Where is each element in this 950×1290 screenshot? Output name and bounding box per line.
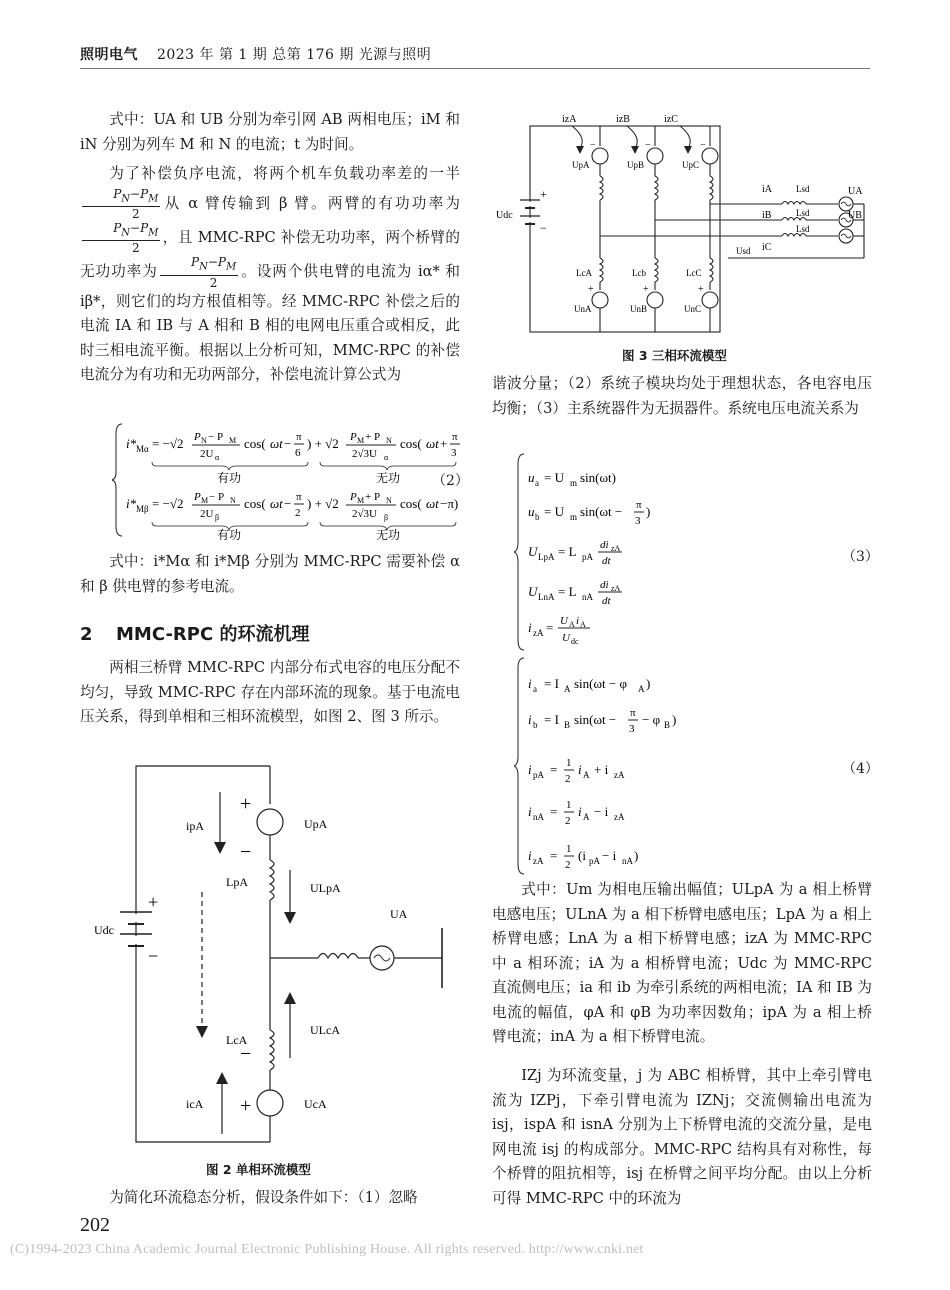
svg-text:A: A (564, 684, 571, 694)
svg-text:−: − (284, 436, 292, 451)
svg-text:) + √2: ) + √2 (307, 436, 339, 451)
svg-text:): ) (634, 848, 639, 863)
svg-text:nA: nA (582, 592, 593, 602)
svg-text:pA: pA (589, 856, 600, 866)
svg-text:ωt: ωt (270, 496, 283, 511)
svg-text:α: α (384, 453, 389, 462)
svg-text:i*: i* (126, 496, 137, 511)
svg-text:di: di (600, 579, 609, 591)
eq2-number: （2） (432, 473, 469, 489)
svg-text:zA: zA (611, 584, 621, 593)
fig3-unc: UnC (684, 304, 702, 314)
svg-text:cos(: cos( (400, 496, 422, 511)
figure-2-single-phase-model (90, 762, 470, 1166)
svg-text:(i: (i (578, 848, 586, 863)
svg-text:A: A (569, 620, 575, 629)
svg-text:U: U (528, 584, 538, 599)
left-para-3: 式中：i*Mα 和 i*Mβ 分别为 MMC-RPC 需要补偿 α 和 β 供电臂的参考电流。 (80, 553, 460, 595)
svg-text:i*: i* (126, 436, 137, 451)
svg-text:m: m (570, 478, 578, 488)
fig3-usd: Usd (736, 246, 751, 256)
svg-text:Mα: Mα (136, 444, 149, 454)
frac-active-power: $\frac{P_N-P_M}{2}$ (82, 221, 160, 255)
svg-text:−: − (645, 140, 651, 151)
svg-text:= U: = U (544, 504, 564, 519)
svg-text:+: + (240, 793, 252, 815)
svg-text:b: b (533, 720, 538, 730)
left-para-4: 两相三桥臂 MMC-RPC 内部分布式电容的电压分配不均匀，导致 MMC-RPC 存在内部环流的现象。基于电流电压关系，得到单相和三相环流模型，如图 2、图 3 所示。 (80, 659, 460, 725)
svg-text:=: = (550, 848, 558, 863)
svg-text:A: A (580, 620, 586, 629)
page-number: 202 (80, 1214, 110, 1236)
svg-text:2U: 2U (200, 508, 214, 520)
eq3-number: （3） (842, 549, 879, 565)
svg-text:u: u (528, 504, 535, 519)
svg-text:sin(ωt −: sin(ωt − (580, 504, 623, 519)
svg-text:=: = (550, 804, 558, 819)
frac-half-power: $\frac{P_N-P_M}{2}$ (82, 187, 160, 221)
fig2-ua: UA (390, 907, 408, 921)
svg-text:i: i (528, 804, 532, 819)
svg-text:π: π (636, 499, 642, 511)
svg-text:): ) (646, 504, 651, 519)
fig3-iza: izA (562, 114, 577, 125)
svg-text:− P: − P (208, 431, 224, 443)
svg-text:M: M (357, 496, 365, 505)
fig3-izb: izB (616, 114, 630, 125)
fig3-una: UnA (574, 304, 592, 314)
svg-text:U: U (560, 615, 568, 627)
section-heading (80, 620, 309, 646)
svg-text:π: π (296, 491, 302, 503)
svg-text:ωt: ωt (270, 436, 283, 451)
fig3-lcb: Lcb (632, 268, 646, 278)
svg-text:π: π (296, 431, 302, 443)
svg-text:+ P: + P (365, 491, 381, 503)
svg-text:2: 2 (565, 773, 571, 785)
svg-text:+: + (540, 187, 547, 201)
section-number: 2 (80, 624, 93, 645)
svg-text:dt: dt (602, 595, 611, 607)
svg-text:B: B (664, 720, 671, 730)
svg-text:nA: nA (533, 812, 544, 822)
svg-text:): ) (646, 676, 651, 691)
frac-reactive-power: $\frac{P_N-P_M}{2}$ (160, 255, 238, 289)
svg-text:= L: = L (558, 584, 577, 599)
right-para-2: 式中：Um 为相电压输出幅值；ULpA 为 a 相上桥臂电感电压；ULnA 为 a 相下桥臂电感电压；LpA 为 a 相上桥臂电感；LnA 为 a 相下桥臂电感；izA 为 MMC-RPC 中 a 相环流；iA 为 a 相桥臂电流；Udc 为 MMC-RPC 直流侧电压；ia 和 ib 为牵引系统的两相电流；IA 和 IB 为电流的幅值，φA 和 φB 为功率因数角；ipA 为 a 相上桥臂电流；inA 为 a 相下桥臂电流。 (492, 881, 872, 1045)
label-active-2: 有功 (217, 528, 242, 540)
svg-text:A: A (583, 812, 590, 822)
right-para-1: 谐波分量；（2）系统子模块均处于理想状态，各电容电压均衡；（3）主系统器件为无损器件。系统电压电流关系为 (492, 375, 872, 417)
svg-text:β: β (215, 513, 220, 522)
svg-text:+ i: + i (594, 762, 609, 777)
svg-text:i: i (528, 676, 532, 691)
svg-text:−: − (284, 496, 292, 511)
svg-text:−: − (240, 841, 252, 863)
svg-text:2: 2 (565, 815, 571, 827)
svg-text:nA: nA (622, 856, 633, 866)
svg-text:pA: pA (582, 552, 593, 562)
svg-text:6: 6 (295, 447, 301, 459)
fig2-lpa: LpA (226, 875, 248, 889)
svg-text:α: α (215, 453, 220, 462)
svg-text:a: a (533, 684, 537, 694)
fig3-lcc: LcC (686, 268, 702, 278)
svg-text:zA: zA (614, 770, 625, 780)
fig3-lsc: Lsd (796, 224, 810, 234)
svg-text:M: M (201, 496, 209, 505)
svg-text:zA: zA (614, 812, 625, 822)
svg-text:− P: − P (209, 491, 225, 503)
svg-text:3: 3 (635, 515, 641, 527)
svg-text:=: = (550, 762, 558, 777)
svg-text:1: 1 (566, 757, 572, 769)
equation-3 (514, 452, 774, 652)
svg-text:= I: = I (544, 712, 559, 727)
issue-info: 2023 年 第 1 期 总第 176 期 光源与照明 (156, 47, 432, 63)
svg-text:= −√2: = −√2 (152, 496, 184, 511)
svg-text:1: 1 (566, 843, 572, 855)
svg-text:) + √2: ) + √2 (307, 496, 339, 511)
svg-text:LpA: LpA (538, 552, 555, 562)
fig3-lsa: Lsd (796, 184, 810, 194)
figure-3-caption: 图 3 三相环流模型 (622, 348, 727, 363)
figure-3-three-phase-model (492, 108, 872, 344)
svg-text:U: U (562, 632, 570, 644)
svg-text:−: − (240, 1043, 252, 1065)
fig2-udc: Udc (94, 923, 114, 937)
svg-text:3: 3 (629, 723, 635, 735)
svg-text:− i: − i (602, 848, 617, 863)
figure-2-caption: 图 2 单相环流模型 (206, 1162, 311, 1177)
svg-text:3: 3 (451, 447, 457, 459)
svg-text:U: U (528, 544, 538, 559)
svg-text:2U: 2U (200, 448, 214, 460)
svg-text:Mβ: Mβ (136, 504, 149, 514)
svg-text:π: π (452, 431, 458, 443)
left-para-2: 为了补偿负序电流，将两个机车负载功率差的一半 $\frac{P_N-P_M}{2}$ 从 α 臂传输到 β 臂。两臂的有功功率为 $\frac{P_N-P_M}{2}$ ，且 MMC-RPC 补偿无功功率，两个桥臂的无功功率为 $\frac{P_N-P_M}{2}$ 。设两个供电臂的电流为 iα* 和 iβ*，则它们的均方根值相等。经 MMC-RPC 补偿之后的电流 IA 和 IB 与 A 相和 B 相的电网电压重合或相反，此时三相电流平衡。根据以上分析可知，MMC-RPC 的补偿电流分为有功和无功两部分，补偿电流计算公式为 (80, 165, 460, 384)
svg-text:i: i (528, 762, 532, 777)
fig3-upc: UpC (682, 160, 700, 170)
svg-text:ωt: ωt (426, 496, 439, 511)
label-active-1: 有功 (217, 471, 242, 485)
fig2-ulpa: ULpA (310, 881, 341, 895)
svg-text:= L: = L (558, 544, 577, 559)
svg-text:zA: zA (611, 544, 621, 553)
svg-text:zA: zA (533, 856, 544, 866)
left-para-5: 为简化环流稳态分析，假设条件如下：（1）忽略 (109, 1189, 418, 1206)
fig2-ipa: ipA (186, 819, 204, 833)
label-reactive-2: 无功 (376, 528, 401, 540)
svg-text:i: i (578, 762, 582, 777)
fig3-ua: UA (848, 186, 863, 197)
svg-text:P: P (350, 431, 357, 443)
svg-text:N: N (230, 496, 236, 505)
svg-text:N: N (386, 436, 392, 445)
svg-text:2√3U: 2√3U (352, 448, 377, 460)
fig3-ub: UB (848, 210, 862, 221)
svg-text:cos(: cos( (244, 436, 266, 451)
label-reactive-1: 无功 (376, 471, 401, 485)
svg-text:i: i (578, 804, 582, 819)
svg-text:u: u (528, 470, 535, 485)
fig2-upa: UpA (304, 817, 328, 831)
fig3-upb: UpB (627, 160, 645, 170)
svg-text:i: i (576, 615, 580, 627)
svg-text:+: + (148, 892, 159, 912)
svg-text:LnA: LnA (538, 592, 555, 602)
svg-text:A: A (638, 684, 645, 694)
svg-text:2: 2 (565, 859, 571, 871)
right-para-3: IZj 为环流变量，j 为 ABC 相桥臂，其中上牵引臂电流为 IZPj，下牵引臂电流为 IZNj；交流侧输出电流为 isj，ispA 和 isnA 分别为上下桥臂电流的交流分量，是电网电流 isj 的构成部分。MMC-RPC 结构具有对称性，每个桥臂的阻抗相等，isj 在桥臂之间平均分配。由以上分析可得 MMC-RPC 中的环流为 (492, 1067, 872, 1207)
running-header (80, 44, 431, 64)
header-rule (80, 68, 870, 69)
svg-text:1: 1 (566, 799, 572, 811)
fig3-lsb: Lsd (796, 208, 810, 218)
svg-text:i: i (528, 848, 532, 863)
svg-text:P: P (350, 491, 357, 503)
svg-text:−: − (148, 946, 159, 966)
svg-text:zA: zA (533, 628, 544, 638)
svg-text:+: + (240, 1095, 252, 1117)
svg-text:sin(ωt): sin(ωt) (580, 470, 616, 485)
svg-text:dt: dt (602, 555, 611, 567)
svg-text:A: A (583, 770, 590, 780)
fig3-ib: iB (762, 210, 772, 221)
svg-text:i: i (528, 620, 532, 635)
svg-text:): ) (672, 712, 677, 727)
svg-text:= U: = U (544, 470, 564, 485)
svg-text:sin(ωt − φ: sin(ωt − φ (574, 676, 628, 691)
svg-text:β: β (384, 513, 389, 522)
eq4-number: （4） (842, 761, 879, 777)
equation-4 (514, 656, 774, 878)
fig3-lca: LcA (576, 268, 592, 278)
svg-text:P: P (194, 431, 201, 443)
svg-text:−π): −π) (440, 496, 459, 511)
svg-text:i: i (528, 712, 532, 727)
svg-text:N: N (386, 496, 392, 505)
svg-text:cos(: cos( (400, 436, 422, 451)
fig3-ia: iA (762, 184, 772, 195)
left-para-1: 式中：UA 和 UB 分别为牵引网 AB 两相电压；iM 和 iN 分别为列车 M 和 N 的电流；t 为时间。 (80, 111, 460, 153)
svg-text:− i: − i (594, 804, 609, 819)
svg-text:−: − (590, 140, 596, 151)
fig2-uca: UcA (304, 1097, 327, 1111)
equation-2 (112, 420, 462, 540)
svg-text:cos(: cos( (244, 496, 266, 511)
fig3-izc: izC (664, 114, 678, 125)
svg-text:M: M (229, 436, 237, 445)
svg-text:+: + (440, 436, 448, 451)
svg-text:−: − (540, 221, 547, 235)
svg-text:b: b (535, 512, 540, 522)
svg-text:+: + (588, 284, 594, 295)
svg-text:ωt: ωt (426, 436, 439, 451)
svg-text:N: N (201, 436, 207, 445)
svg-text:= I: = I (544, 676, 559, 691)
section-title: MMC-RPC 的环流机理 (116, 624, 310, 645)
fig3-upa: UpA (572, 160, 590, 170)
journal-name: 照明电气 (80, 47, 138, 63)
svg-text:pA: pA (533, 770, 544, 780)
svg-text:di: di (600, 539, 609, 551)
svg-text:M: M (357, 436, 365, 445)
svg-text:+: + (698, 284, 704, 295)
svg-text:sin(ωt −: sin(ωt − (574, 712, 617, 727)
fig3-ic: iC (762, 242, 772, 253)
svg-text:−: − (700, 140, 706, 151)
svg-text:− φ: − φ (642, 712, 661, 727)
svg-text:2: 2 (295, 507, 301, 519)
svg-text:= −√2: = −√2 (152, 436, 184, 451)
svg-text:a: a (535, 478, 539, 488)
svg-text:dc: dc (571, 637, 579, 646)
copyright-watermark: (C)1994-2023 China Academic Journal Electronic Publishing House. All rights reserved. http://www.cnki.net (10, 1242, 644, 1257)
fig3-udc: Udc (496, 210, 513, 221)
fig3-unb: UnB (630, 304, 648, 314)
svg-text:+: + (643, 284, 649, 295)
svg-text:+ P: + P (365, 431, 381, 443)
svg-text:m: m (570, 512, 578, 522)
svg-text:B: B (564, 720, 571, 730)
fig2-ulca: ULcA (310, 1023, 340, 1037)
fig2-ica: icA (186, 1097, 204, 1111)
svg-text:2√3U: 2√3U (352, 508, 377, 520)
svg-text:π: π (630, 707, 636, 719)
svg-text:P: P (194, 491, 201, 503)
svg-text:=: = (546, 620, 554, 635)
fig2-lca: LcA (226, 1033, 248, 1047)
